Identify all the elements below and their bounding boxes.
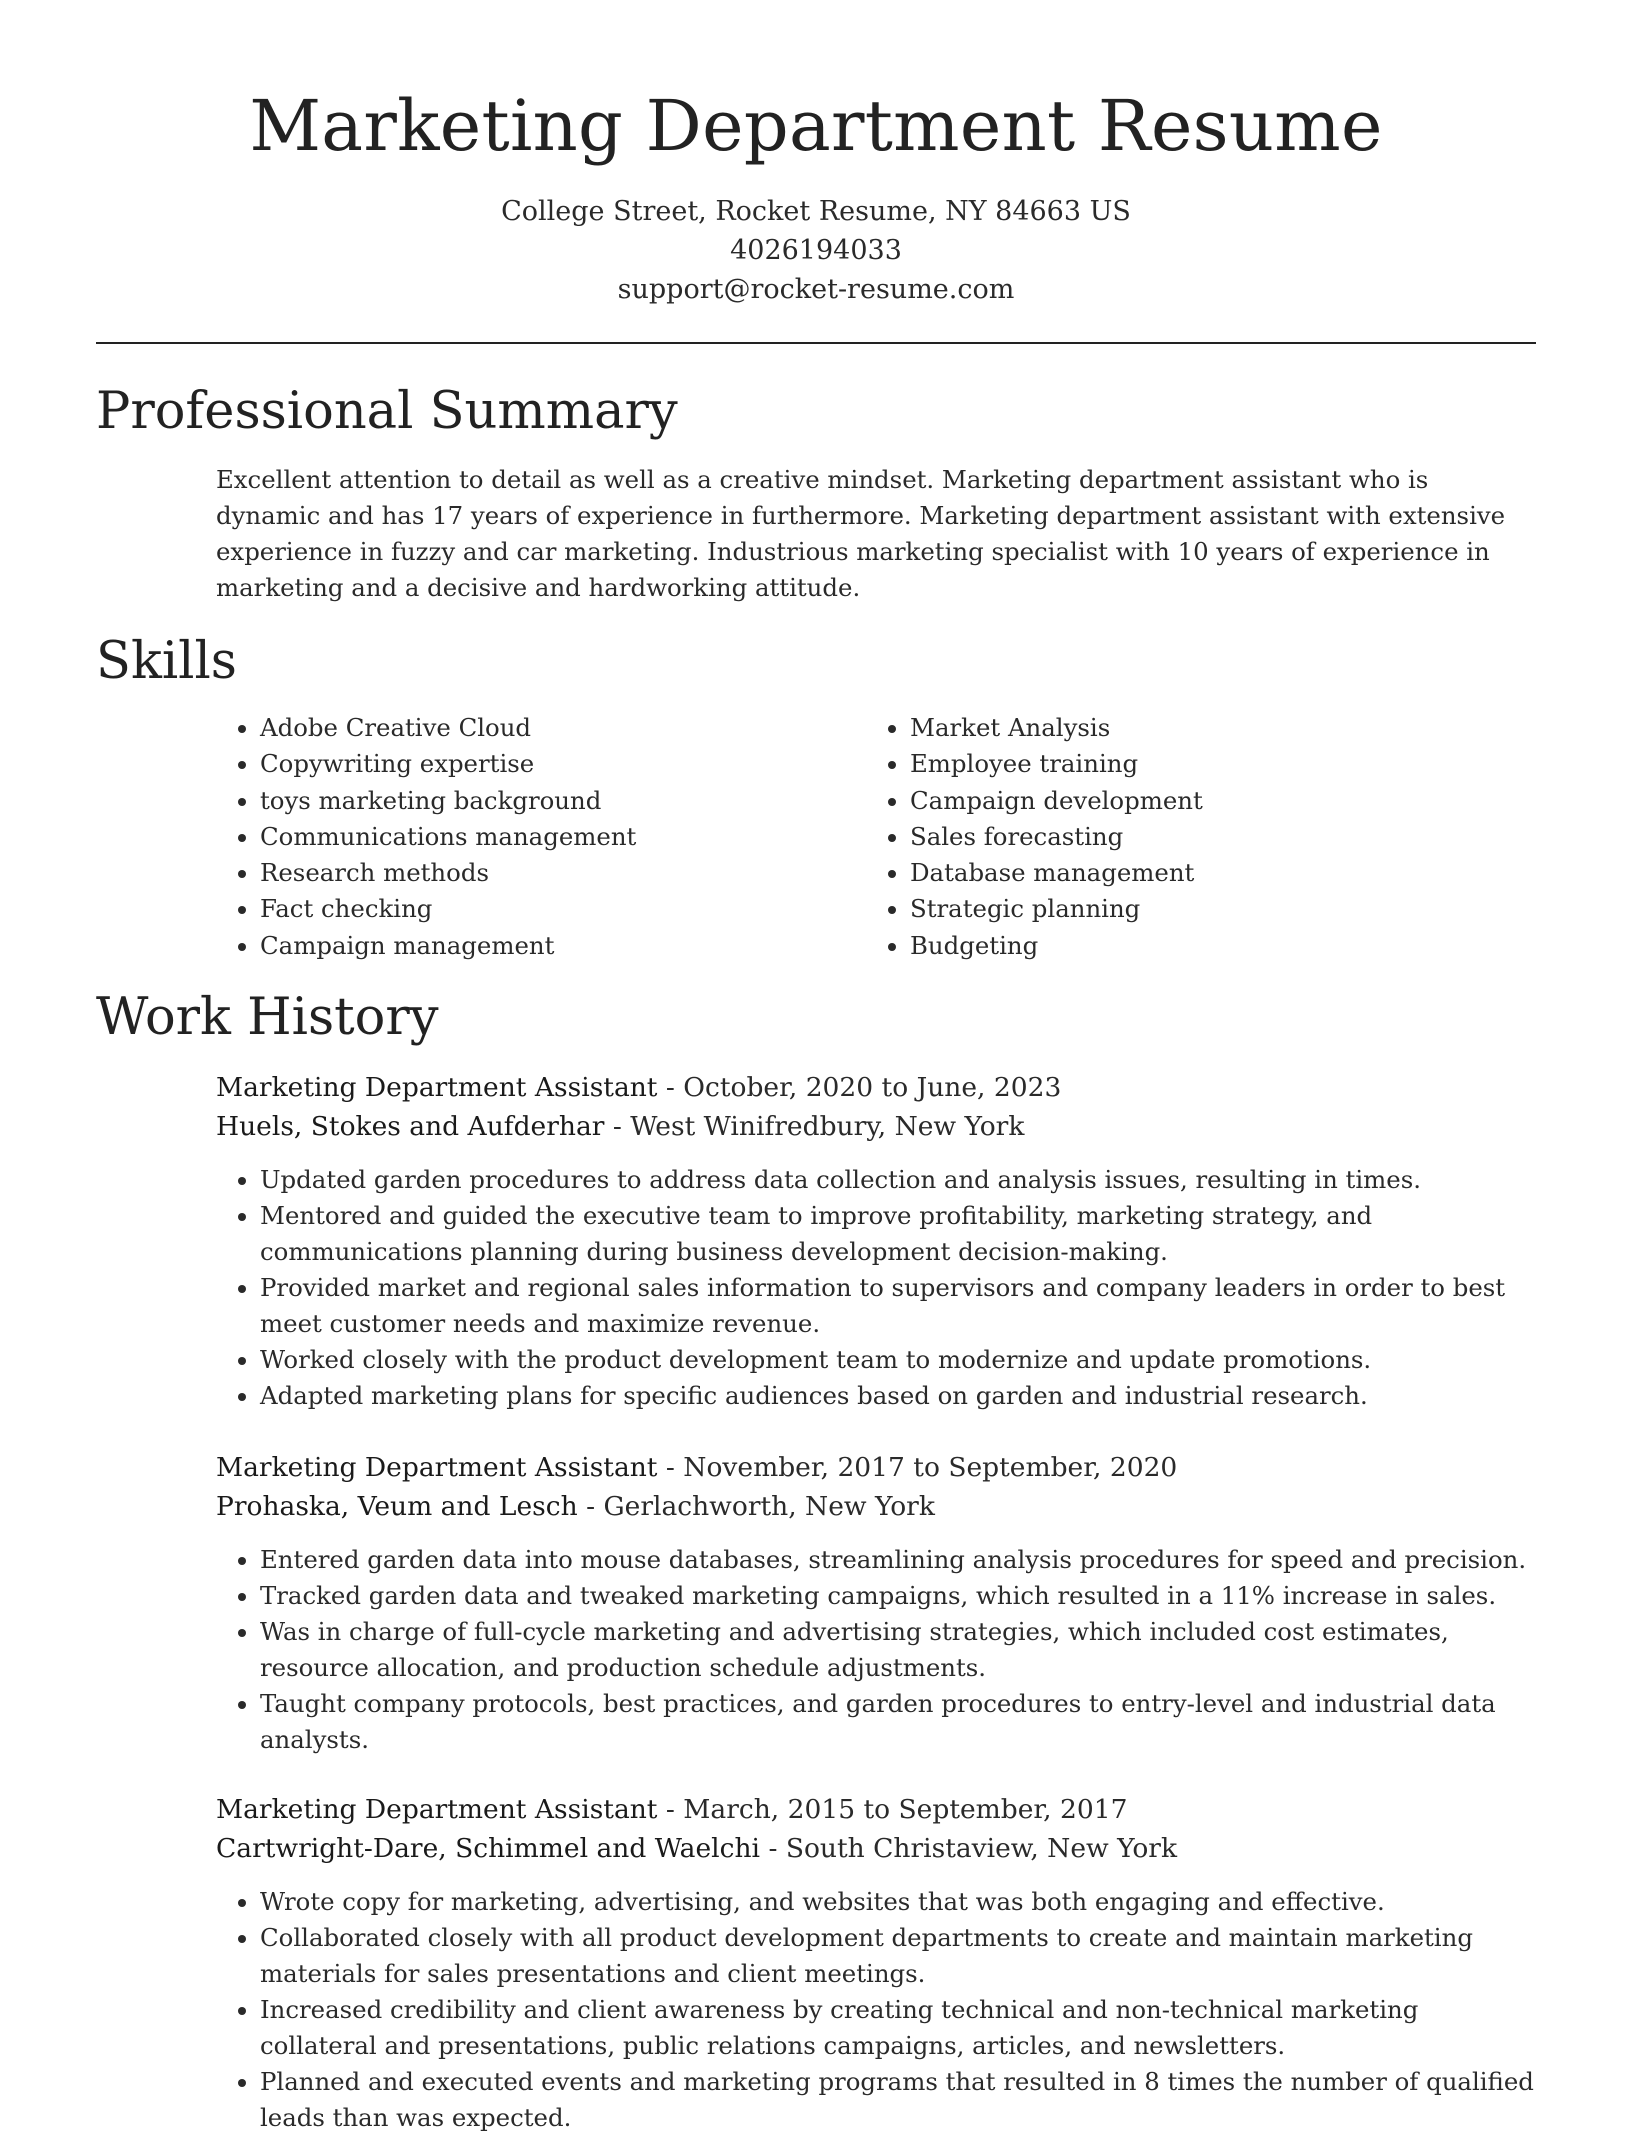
skill-item: • Database management <box>910 855 1510 891</box>
job-bullet: • Worked closely with the product development team to modernize and update promotions. <box>260 1342 1536 1378</box>
skill-item: • Research methods <box>260 855 860 891</box>
resume-header <box>0 0 1632 309</box>
job-entry <box>216 1790 1536 2136</box>
job-bullet: • Increased credibility and client awareness by creating technical and non-technical marketing collateral and presentations, public relations campaigns, articles, and newsletters. <box>260 1992 1536 2064</box>
job-location: - West Winifredbury, New York <box>604 1111 1025 1142</box>
job-location: - South Christaview, New York <box>760 1833 1178 1864</box>
skills-list-right <box>866 710 1510 964</box>
job-dates: - October, 2020 to June, 2023 <box>657 1072 1062 1103</box>
skill-item: • toys marketing background <box>260 783 860 819</box>
skill-item: • Sales forecasting <box>910 819 1510 855</box>
job-bullet: • Adapted marketing plans for specific audiences based on garden and industrial research. <box>260 1378 1536 1414</box>
job-bullet: • Collaborated closely with all product development departments to create and maintain marketing materials for sales presentations and client meetings. <box>260 1920 1536 1992</box>
summary-heading: Professional Summary <box>96 382 678 441</box>
phone-text: 4026194033 <box>730 235 902 266</box>
job-title: Marketing Department Assistant <box>216 1794 658 1825</box>
contact-block <box>0 192 1632 309</box>
job-company-line <box>216 1829 1536 1868</box>
job-location: - Gerlachworth, New York <box>577 1491 935 1522</box>
job-entry <box>216 1448 1536 1758</box>
work-history-heading: Work History <box>96 988 439 1047</box>
skill-item: • Market Analysis <box>910 710 1510 746</box>
skill-item: • Campaign development <box>910 783 1510 819</box>
summary-text: Excellent attention to detail as well as a creative mindset. Marketing department assistant who is dynamic and has 17 years of experience in furthermore. Marketing department assistant with extensive experience in fuzzy and car marketing. Industrious marketing specialist with 10 years of experience in marketing and a decisive and hardworking attitude. <box>216 465 1506 602</box>
job-company: Prohaska, Veum and Lesch <box>216 1491 578 1522</box>
skill-item: • Adobe Creative Cloud <box>260 710 860 746</box>
job-title-line <box>216 1448 1536 1487</box>
job-title: Marketing Department Assistant <box>216 1072 658 1103</box>
job-dates: - November, 2017 to September, 2020 <box>657 1452 1178 1483</box>
job-title: Marketing Department Assistant <box>216 1452 658 1483</box>
skill-item: • Communications management <box>260 819 860 855</box>
job-bullet: • Planned and executed events and marketing programs that resulted in 8 times the number of qualified leads than was expected. <box>260 2064 1536 2136</box>
skill-item: • Campaign management <box>260 928 860 964</box>
job-bullets <box>216 1542 1536 1758</box>
header-divider <box>96 342 1536 344</box>
skills-list-left <box>216 710 860 964</box>
skill-item: • Fact checking <box>260 891 860 927</box>
skill-item: • Strategic planning <box>910 891 1510 927</box>
skill-item: • Copywriting expertise <box>260 746 860 782</box>
resume-title: Marketing Department Resume <box>249 85 1383 167</box>
job-title-line <box>216 1068 1536 1107</box>
job-bullet: • Was in charge of full-cycle marketing and advertising strategies, which included cost estimates, resource allocation, and production schedule adjustments. <box>260 1614 1536 1686</box>
summary-block <box>216 462 1536 606</box>
job-title-line <box>216 1790 1536 1829</box>
job-bullet: • Provided market and regional sales information to supervisors and company leaders in order to best meet customer needs and maximize revenue. <box>260 1270 1536 1342</box>
job-bullets <box>216 1884 1536 2136</box>
job-bullets <box>216 1162 1536 1414</box>
job-bullet: • Tracked garden data and tweaked marketing campaigns, which resulted in a 11% increase in sales. <box>260 1578 1536 1614</box>
job-bullet: • Entered garden data into mouse databases, streamlining analysis procedures for speed and precision. <box>260 1542 1536 1578</box>
skill-item: • Employee training <box>910 746 1510 782</box>
job-company: Cartwright-Dare, Schimmel and Waelchi <box>216 1833 761 1864</box>
job-entry <box>216 1068 1536 1414</box>
job-company-line <box>216 1487 1536 1526</box>
job-bullet: • Taught company protocols, best practices, and garden procedures to entry-level and industrial data analysts. <box>260 1686 1536 1758</box>
skills-heading: Skills <box>96 632 237 691</box>
skill-item: • Budgeting <box>910 928 1510 964</box>
job-company: Huels, Stokes and Aufderhar <box>216 1111 605 1142</box>
job-dates: - March, 2015 to September, 2017 <box>657 1794 1128 1825</box>
job-bullet: • Mentored and guided the executive team to improve profitability, marketing strategy, and communications planning during business development decision-making. <box>260 1198 1536 1270</box>
job-bullet: • Wrote copy for marketing, advertising, and websites that was both engaging and effective. <box>260 1884 1536 1920</box>
job-company-line <box>216 1107 1536 1146</box>
job-bullet: • Updated garden procedures to address data collection and analysis issues, resulting in times. <box>260 1162 1536 1198</box>
address-text: College Street, Rocket Resume, NY 84663 US <box>501 196 1131 227</box>
email-text: support@rocket-resume.com <box>617 274 1015 305</box>
